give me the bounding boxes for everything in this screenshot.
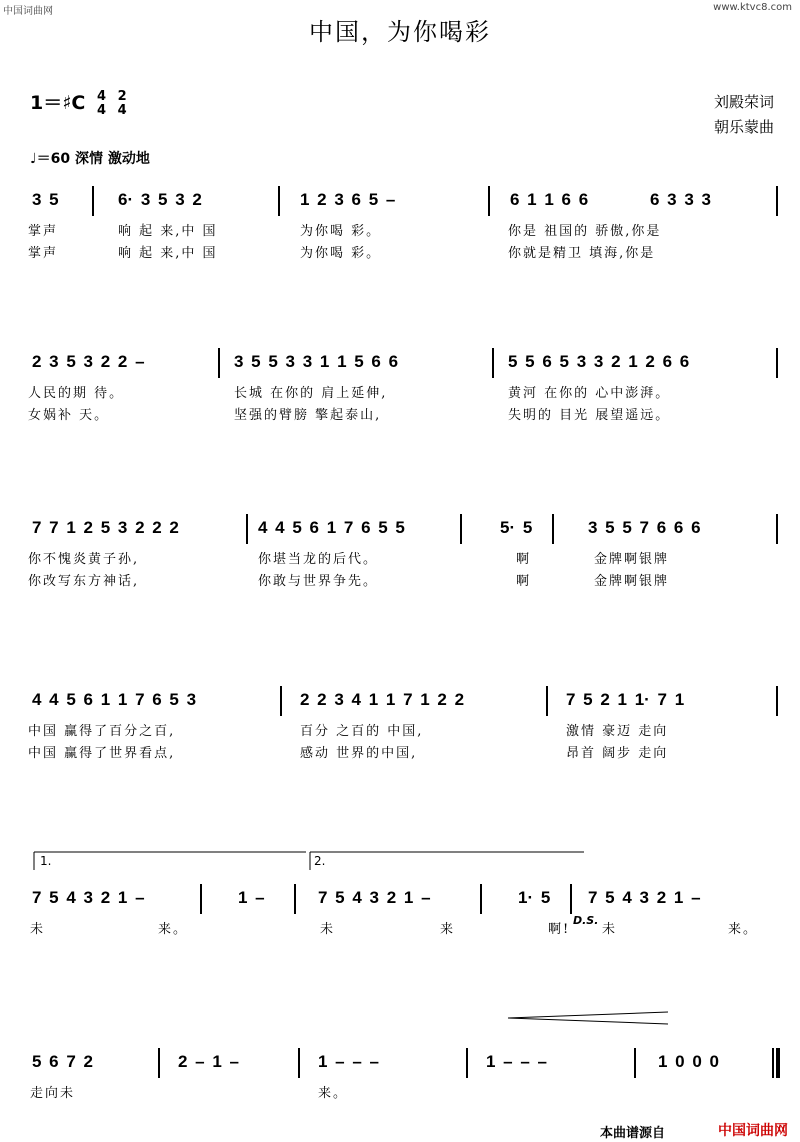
lyric: 走向未 [30, 1086, 76, 1101]
lyric: 坚强的臂膀 擎起泰山, [234, 408, 382, 423]
lyric: 你就是精卫 填海,你是 [508, 246, 656, 261]
measure: 6 1 1 6 6 [510, 190, 589, 209]
repeat-barline [294, 884, 296, 914]
lyric: 未 [30, 922, 46, 937]
lyric: 啊! [548, 922, 571, 937]
footer-brand: 中国词曲网 [718, 1123, 788, 1139]
barline [776, 514, 778, 544]
measure: 3 5 5 3 3 1 1 5 6 6 [234, 352, 399, 371]
lyric: 啊 [516, 552, 532, 567]
lyric: 百分 之百的 中国, [300, 724, 424, 739]
measure: 7 7 1 2 5 3 2 2 2 [32, 518, 179, 537]
barline [466, 1048, 468, 1078]
footer-source-label: 本曲谱源自 [600, 1126, 666, 1141]
measure: 1· 5 [518, 888, 551, 907]
lyric: 中国 赢得了百分之百, [28, 724, 176, 739]
measure: 7 5 4 3 2 1 – [588, 888, 701, 907]
notes-line [28, 690, 780, 714]
lyric: 来。 [158, 922, 189, 937]
barline [776, 686, 778, 716]
lyric: 黄河 在你的 心中澎湃。 [508, 386, 671, 401]
measure: 3 5 [32, 190, 59, 209]
lyric: 中国 赢得了世界看点, [28, 746, 176, 761]
lyric: 人民的期 待。 [28, 386, 125, 401]
notes-line [28, 1052, 780, 1076]
score-row-2 [28, 330, 780, 440]
tsig-a-bot: 4 [96, 102, 107, 118]
notes-line [28, 190, 780, 214]
site-url-right: www.ktvc8.com [713, 2, 792, 13]
lyric: 感动 世界的中国, [300, 746, 418, 761]
notes-line [28, 518, 780, 542]
score-row-5 [28, 854, 780, 976]
final-barline-thick [776, 1048, 780, 1078]
notes-line [28, 352, 780, 376]
lyric: 昂首 阔步 走向 [566, 746, 669, 761]
lyric: 为你喝 彩。 [300, 246, 382, 261]
tempo-marking: ♩＝60 深情 激动地 [30, 151, 150, 167]
measure: 5 5 6 5 3 3 2 1 2 6 6 [508, 352, 690, 371]
tsig-b-bot: 4 [117, 102, 127, 118]
lyric: 你改写东方神话, [28, 574, 140, 589]
final-barline [772, 1048, 774, 1078]
crescendo-hairpin [28, 1010, 788, 1040]
measure: 6· 3 5 3 2 [118, 190, 202, 209]
ending-2-label: 2. [314, 854, 326, 868]
barline [92, 186, 94, 216]
measure: 3 5 5 7 6 6 6 [588, 518, 701, 537]
measure: 1 – – – [486, 1052, 547, 1071]
barline [246, 514, 248, 544]
barline [480, 884, 482, 914]
measure: 7 5 4 3 2 1 – [318, 888, 431, 907]
barline [278, 186, 280, 216]
measure: 5· 5 [500, 518, 533, 537]
lyric: 来。 [728, 922, 759, 937]
barline [776, 348, 778, 378]
barline [776, 186, 778, 216]
lyric: 未 [320, 922, 336, 937]
lyric: 掌声 [28, 246, 59, 261]
song-title: 中国，为你喝彩 [309, 18, 491, 46]
barline [546, 686, 548, 716]
barline [460, 514, 462, 544]
barline [200, 884, 202, 914]
lyric: 为你喝 彩。 [300, 224, 382, 239]
barline [280, 686, 282, 716]
barline [634, 1048, 636, 1078]
composer: 朝乐蒙曲 [713, 118, 774, 136]
time-signature-a [97, 90, 106, 118]
credits [714, 90, 774, 140]
barline [298, 1048, 300, 1078]
measure: 7 5 2 1 1· 7 1 [566, 690, 685, 709]
lyric: 响 起 来,中 国 [118, 246, 218, 261]
measure: 2 3 5 3 2 2 – [32, 352, 145, 371]
score-row-1 [28, 168, 780, 278]
lyric: 啊 [516, 574, 532, 589]
measure: 2 2 3 4 1 1 7 1 2 2 [300, 690, 465, 709]
key-label: 1＝♯C [30, 92, 86, 114]
lyric: 掌声 [28, 224, 59, 239]
lyric: 长城 在你的 肩上延伸, [234, 386, 388, 401]
measure: 1 – [238, 888, 265, 907]
barline [492, 348, 494, 378]
lyric: 你不愧炎黄子孙, [28, 552, 140, 567]
time-signature-b [118, 90, 127, 118]
barline [158, 1048, 160, 1078]
lyric: 女娲补 天。 [28, 408, 110, 423]
barline [218, 348, 220, 378]
lyric: 你堪当龙的后代。 [258, 552, 379, 567]
lyric: 你是 祖国的 骄傲,你是 [508, 224, 662, 239]
ds-marking: D.S. [573, 914, 599, 927]
measure: 7 5 4 3 2 1 – [32, 888, 145, 907]
lyric: 未 [602, 922, 618, 937]
lyric: 你敢与世界争先。 [258, 574, 379, 589]
volta-brackets [28, 838, 788, 878]
measure: 4 4 5 6 1 7 6 5 5 [258, 518, 405, 537]
lyric: 来。 [318, 1086, 349, 1101]
barline [552, 514, 554, 544]
score-row-3 [28, 496, 780, 606]
tsig-b-top: 2 [117, 88, 127, 104]
measure: 4 4 5 6 1 1 7 6 5 3 [32, 690, 197, 709]
double-barline [570, 884, 572, 914]
lyric: 金牌啊银牌 [594, 552, 670, 567]
site-brand-left: 中国词曲网 [3, 6, 53, 17]
lyricist: 刘殿荣词 [713, 93, 774, 111]
lyric: 激情 豪迈 走向 [566, 724, 669, 739]
score-row-4 [28, 668, 780, 778]
key-signature [30, 88, 127, 118]
lyric: 金牌啊银牌 [594, 574, 670, 589]
measure: 2 – 1 – [178, 1052, 239, 1071]
ending-1-label: 1. [40, 854, 52, 868]
measure: 1 2 3 6 5 – [300, 190, 396, 209]
notes-line [28, 888, 780, 912]
lyric: 响 起 来,中 国 [118, 224, 218, 239]
measure: 1 – – – [318, 1052, 379, 1071]
barline [488, 186, 490, 216]
score-row-6 [28, 1030, 780, 1140]
tsig-a-top: 4 [96, 88, 107, 104]
measure: 1 0 0 0 [658, 1052, 719, 1071]
measure: 5 6 7 2 [32, 1052, 93, 1071]
lyric: 来 [440, 922, 456, 937]
lyric: 失明的 目光 展望遥远。 [508, 408, 671, 423]
measure: 6 3 3 3 [650, 190, 711, 209]
